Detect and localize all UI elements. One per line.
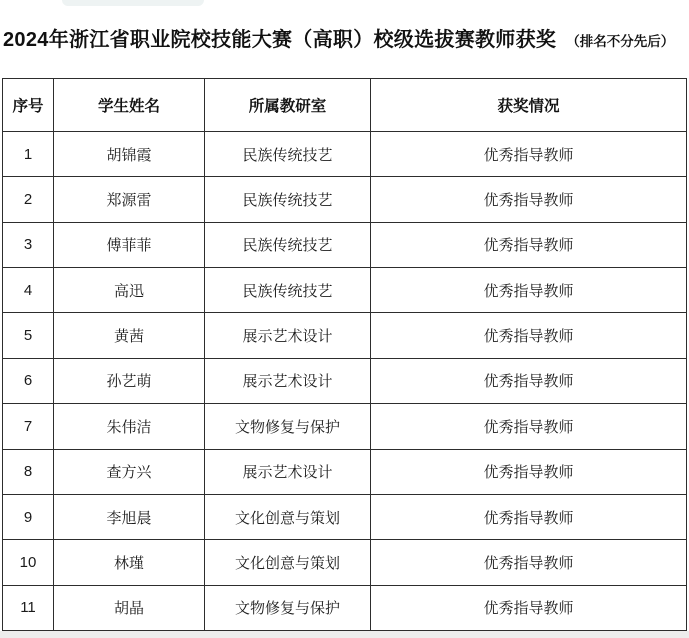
cell-index: 8 — [3, 449, 54, 494]
table-row — [3, 449, 687, 494]
page-title-suffix: （排名不分先后） — [566, 34, 675, 49]
cell-award: 优秀指导教师 — [371, 404, 687, 449]
header-office: 所属教研室 — [205, 79, 371, 132]
page-title — [3, 23, 687, 52]
cell-student-name: 李旭晨 — [54, 494, 205, 539]
cell-award: 优秀指导教师 — [371, 132, 687, 177]
cell-index: 7 — [3, 404, 54, 449]
cell-index: 4 — [3, 268, 54, 313]
cell-index: 6 — [3, 358, 54, 403]
cell-index: 1 — [3, 132, 54, 177]
cell-index: 11 — [3, 585, 54, 630]
cell-student-name: 查方兴 — [54, 449, 205, 494]
header-index: 序号 — [3, 79, 54, 132]
cell-office: 展示艺术设计 — [205, 358, 371, 403]
cell-office: 民族传统技艺 — [205, 222, 371, 267]
cell-office: 文物修复与保护 — [205, 404, 371, 449]
cell-office: 民族传统技艺 — [205, 177, 371, 222]
cell-student-name: 林瑾 — [54, 540, 205, 585]
cell-award: 优秀指导教师 — [371, 494, 687, 539]
cell-index: 9 — [3, 494, 54, 539]
table-row — [3, 313, 687, 358]
cell-award: 优秀指导教师 — [371, 313, 687, 358]
cell-award: 优秀指导教师 — [371, 540, 687, 585]
cell-index: 2 — [3, 177, 54, 222]
cell-student-name: 郑源雷 — [54, 177, 205, 222]
header-row — [3, 79, 687, 132]
cell-award: 优秀指导教师 — [371, 449, 687, 494]
cell-index: 5 — [3, 313, 54, 358]
cell-student-name: 胡锦霞 — [54, 132, 205, 177]
cell-award: 优秀指导教师 — [371, 177, 687, 222]
page-title-main: 2024年浙江省职业院校技能大赛（高职）校级选拔赛教师获奖 — [3, 29, 557, 51]
table-row — [3, 404, 687, 449]
cell-office: 文化创意与策划 — [205, 494, 371, 539]
table-row — [3, 132, 687, 177]
cut-off-bottom-strip — [0, 631, 689, 638]
table-row — [3, 494, 687, 539]
table-row — [3, 222, 687, 267]
table-row — [3, 268, 687, 313]
cell-office: 民族传统技艺 — [205, 268, 371, 313]
cell-office: 展示艺术设计 — [205, 313, 371, 358]
cell-student-name: 胡晶 — [54, 585, 205, 630]
cell-student-name: 高迅 — [54, 268, 205, 313]
cell-index: 3 — [3, 222, 54, 267]
award-table-head — [3, 79, 687, 132]
cut-off-toolbar-remnant — [62, 0, 204, 6]
header-name: 学生姓名 — [54, 79, 205, 132]
table-row — [3, 585, 687, 630]
cell-award: 优秀指导教师 — [371, 358, 687, 403]
cell-index: 10 — [3, 540, 54, 585]
header-award: 获奖情况 — [371, 79, 687, 132]
cell-student-name: 黄茜 — [54, 313, 205, 358]
table-row — [3, 177, 687, 222]
award-table — [2, 78, 687, 631]
table-row — [3, 540, 687, 585]
cell-award: 优秀指导教师 — [371, 585, 687, 630]
cell-office: 文物修复与保护 — [205, 585, 371, 630]
cell-student-name: 傅菲菲 — [54, 222, 205, 267]
cell-award: 优秀指导教师 — [371, 268, 687, 313]
cell-student-name: 孙艺萌 — [54, 358, 205, 403]
cell-office: 民族传统技艺 — [205, 132, 371, 177]
cell-student-name: 朱伟洁 — [54, 404, 205, 449]
table-row — [3, 358, 687, 403]
cell-office: 展示艺术设计 — [205, 449, 371, 494]
award-table-body — [3, 132, 687, 631]
cell-office: 文化创意与策划 — [205, 540, 371, 585]
cell-award: 优秀指导教师 — [371, 222, 687, 267]
